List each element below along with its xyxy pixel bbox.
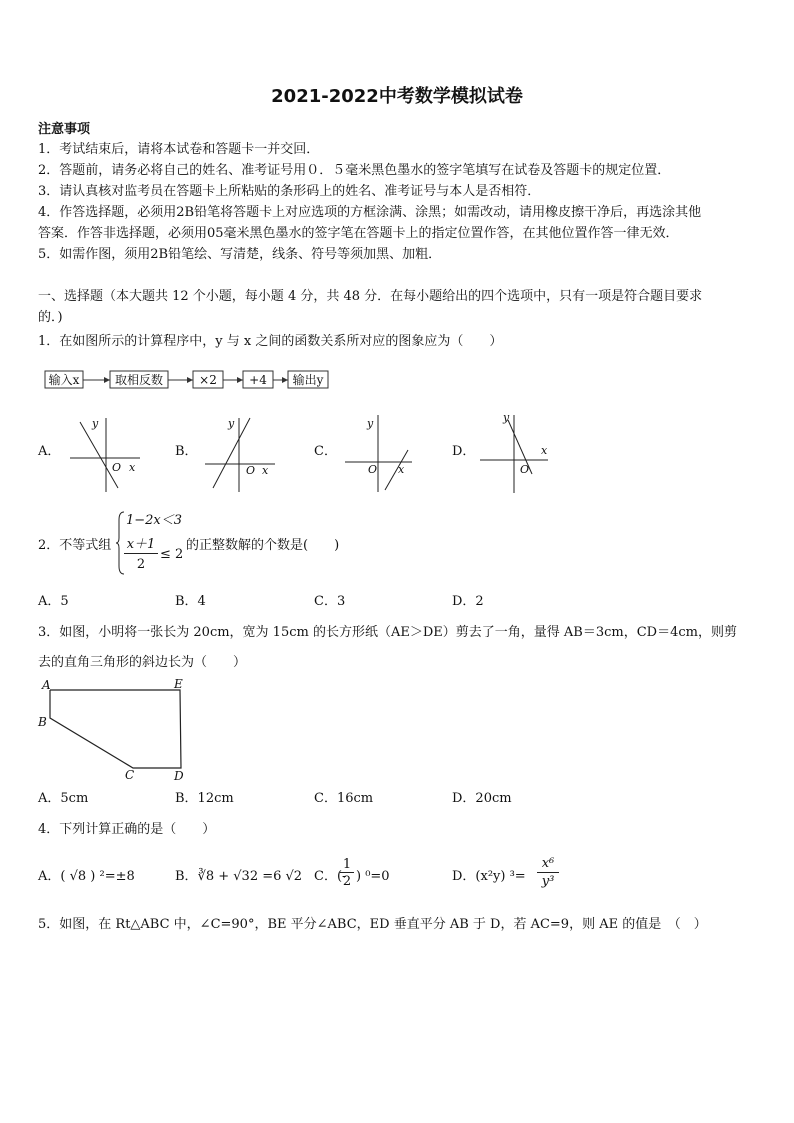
fraction-numerator: 1 bbox=[340, 857, 354, 873]
question-5-stem: 5．如图，在 Rt△ABC 中，∠C=90°，BE 平分∠ABC，ED 垂直平分 AB 于 D，若 AC=9，则 AE 的值是 （ ） bbox=[38, 917, 707, 932]
option-c: C．3 bbox=[314, 594, 346, 609]
option-c: C．16cm bbox=[314, 791, 374, 806]
question-3-line1: 3．如图，小明将一张长为 20cm，宽为 15cm 的长方形纸（AE＞DE）剪去了一角，量得 AB＝3cm，CD＝4cm，则剪 bbox=[38, 625, 737, 640]
inequality-2-relation: ≤ 2 bbox=[160, 547, 184, 562]
notice-item: 答案．作答非选择题，必须用05毫米黑色墨水的签字笔在答题卡上的指定位置作答，在其他位置作答一律无效． bbox=[38, 226, 679, 241]
flow-step: +4 bbox=[249, 373, 267, 387]
fraction-denominator: 2 bbox=[342, 874, 352, 889]
option-c-suffix: ) ⁰=0 bbox=[356, 869, 390, 884]
svg-text:x: x bbox=[262, 464, 269, 477]
option-c-prefix: C．(- bbox=[314, 869, 347, 884]
option-b: B．4 bbox=[175, 594, 206, 609]
flow-step: 输入x bbox=[48, 373, 80, 387]
question-3-line2: 去的直角三角形的斜边长为（ ） bbox=[38, 655, 247, 670]
option-a: A．( √8 ) ²=±8 bbox=[38, 869, 135, 884]
option-c: C． bbox=[314, 444, 337, 459]
option-d: D．2 bbox=[452, 594, 484, 609]
svg-text:C: C bbox=[125, 768, 135, 782]
fraction-numerator: x⁶ bbox=[537, 856, 559, 873]
notice-item: 5．如需作图，须用2B铅笔绘、写清楚，线条、符号等须加黑、加粗． bbox=[38, 247, 442, 262]
notice-item: 1．考试结束后，请将本试卷和答题卡一并交回． bbox=[38, 142, 320, 157]
svg-text:y: y bbox=[367, 417, 374, 430]
option-b: B．∛8 + √32 =6 √2 bbox=[175, 869, 303, 884]
svg-text:x: x bbox=[398, 463, 405, 476]
fraction-denominator: y³ bbox=[541, 874, 555, 889]
flow-step: ×2 bbox=[199, 373, 217, 387]
option-b: B．12cm bbox=[175, 791, 234, 806]
svg-text:O: O bbox=[112, 461, 122, 474]
option-b: B． bbox=[175, 444, 198, 459]
option-a: A．5 bbox=[38, 594, 69, 609]
option-a: A．5cm bbox=[38, 791, 89, 806]
notice-item: 3．请认真核对监考员在答题卡上所粘贴的条形码上的姓名、准考证号与本人是否相符． bbox=[38, 184, 541, 199]
svg-text:O: O bbox=[246, 464, 256, 477]
option-d-prefix: D．(x²y) ³= bbox=[452, 869, 526, 884]
notice-item: 2．答题前，请务必将自己的姓名、准考证号用０．５毫米黑色墨水的签字笔填写在试卷及答题卡的规定位置． bbox=[38, 163, 671, 178]
fraction-numerator: x＋1 bbox=[124, 537, 158, 554]
svg-text:x: x bbox=[541, 444, 548, 457]
svg-text:D: D bbox=[174, 769, 184, 783]
section-heading-cont: 的．) bbox=[38, 310, 63, 325]
svg-text:E: E bbox=[174, 677, 183, 691]
question-4-stem: 4．下列计算正确的是（ ） bbox=[38, 822, 216, 837]
notice-heading: 注意事项 bbox=[38, 122, 91, 137]
svg-text:y: y bbox=[228, 417, 235, 430]
fraction-denominator: 2 bbox=[136, 557, 146, 572]
svg-text:y: y bbox=[503, 411, 510, 424]
section-heading: 一、选择题（本大题共 12 个小题，每小题 4 分，共 48 分．在每小题给出的四个选项中，只有一项是符合题目要求 bbox=[38, 289, 703, 304]
svg-text:A: A bbox=[42, 678, 51, 692]
option-a: A． bbox=[38, 444, 61, 459]
option-d: D． bbox=[452, 444, 476, 459]
flow-step: 输出y bbox=[292, 373, 324, 387]
svg-text:x: x bbox=[129, 461, 136, 474]
svg-text:O: O bbox=[520, 463, 530, 476]
notice-item: 4．作答选择题，必须用2B铅笔将答题卡上对应选项的方框涂满、涂黑；如需改动，请用橡皮擦干净后，再选涂其他 bbox=[38, 205, 702, 220]
page-title: 2021-2022中考数学模拟试卷 bbox=[271, 86, 523, 107]
svg-text:B: B bbox=[38, 715, 47, 729]
question-2-prefix: 2．不等式组 bbox=[38, 538, 112, 553]
question-1-stem: 1．在如图所示的计算程序中，y 与 x 之间的函数关系所对应的图象应为（ ） bbox=[38, 334, 503, 349]
flow-step: 取相反数 bbox=[114, 373, 164, 387]
svg-text:O: O bbox=[368, 463, 378, 476]
inequality-1: 1−2x＜3 bbox=[126, 513, 183, 528]
svg-text:y: y bbox=[92, 417, 99, 430]
option-d: D．20cm bbox=[452, 791, 512, 806]
question-2-suffix: 的正整数解的个数是( ) bbox=[186, 538, 340, 553]
